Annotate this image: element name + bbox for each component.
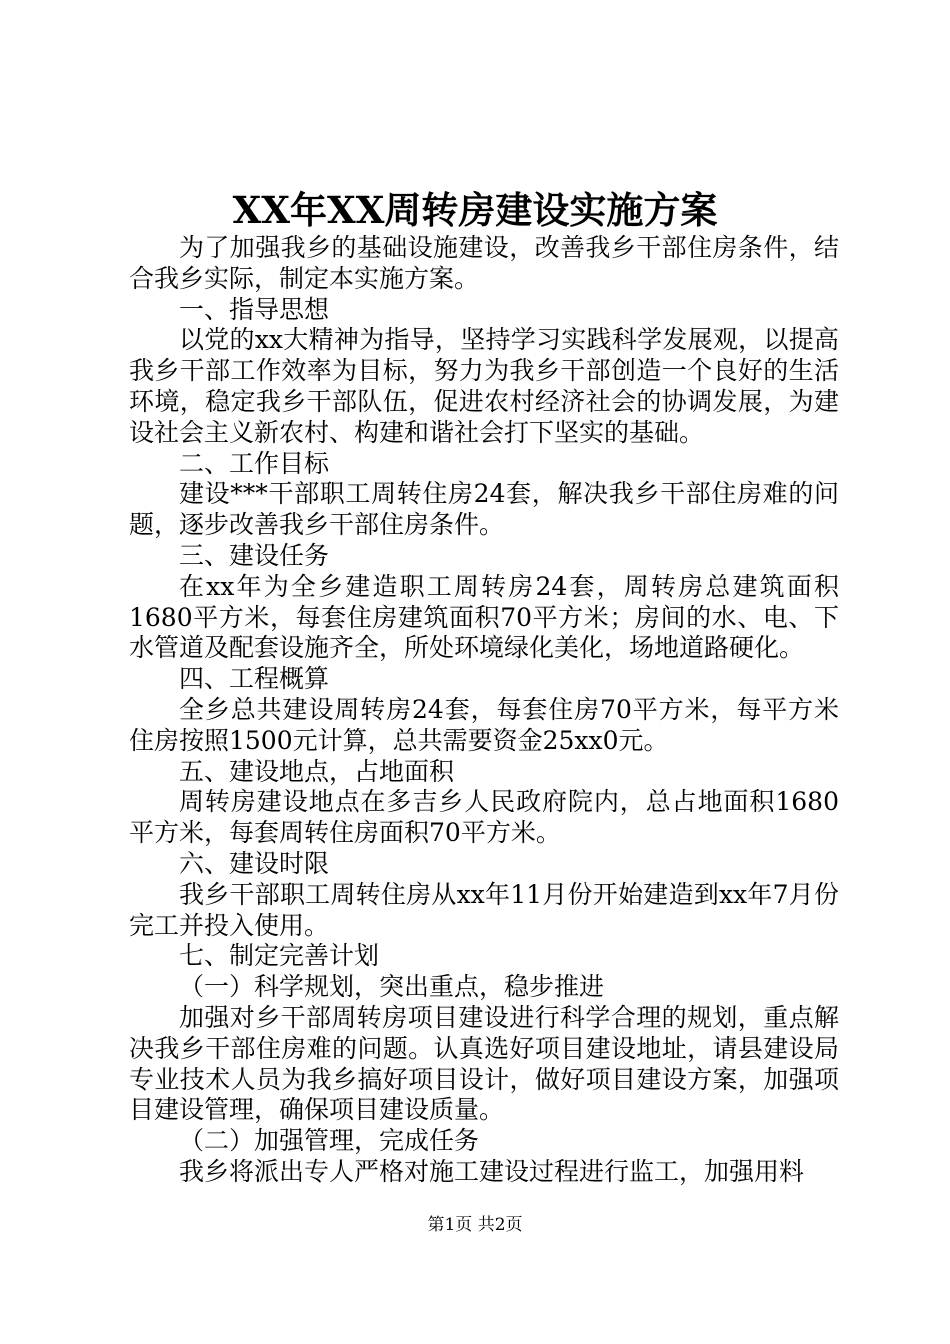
paragraph-budget: 全乡总共建设周转房24套，每套住房70平方米，每平方米住房按照1500元计算，总共需要资金25xx0元。 bbox=[129, 694, 839, 755]
paragraph-work-goal: 建设***干部职工周转住房24套，解决我乡干部住房难的问题，逐步改善我乡干部住房条件。 bbox=[129, 479, 839, 540]
section-heading-construction-task: 三、建设任务 bbox=[179, 540, 330, 570]
subsection-heading-management: （二）加强管理，完成任务 bbox=[179, 1126, 480, 1156]
document-title: XX年XX周转房建设实施方案 bbox=[232, 188, 718, 232]
section-heading-location: 五、建设地点，占地面积 bbox=[179, 756, 455, 786]
paragraph-timeline: 我乡干部职工周转住房从xx年11月份开始建造到xx年7月份完工并投入使用。 bbox=[129, 879, 839, 940]
section-heading-plan: 七、制定完善计划 bbox=[179, 941, 380, 971]
section-heading-work-goal: 二、工作目标 bbox=[179, 448, 330, 478]
section-heading-guiding-ideology: 一、指导思想 bbox=[179, 294, 330, 324]
paragraph-guiding-ideology: 以党的xx大精神为指导，坚持学习实践科学发展观，以提高我乡干部工作效率为目标，努力为我乡干部创造一个良好的生活环境，稳定我乡干部队伍，促进农村经济社会的协调发展，为建设社会主义新农村、构建和谐社会打下坚实的基础。 bbox=[129, 325, 839, 447]
paragraph-management: 我乡将派出专人严格对施工建设过程进行监工，加强用料 bbox=[179, 1156, 805, 1186]
document-body bbox=[129, 233, 839, 1188]
paragraph-construction-task: 在xx年为全乡建造职工周转房24套，周转房总建筑面积1680平方米，每套住房建筑面积70平方米；房间的水、电、下水管道及配套设施齐全，所处环境绿化美化，场地道路硬化。 bbox=[129, 571, 839, 663]
section-heading-budget: 四、工程概算 bbox=[179, 664, 330, 694]
section-heading-timeline: 六、建设时限 bbox=[179, 848, 330, 878]
subsection-heading-planning: （一）科学规划，突出重点，稳步推进 bbox=[179, 972, 605, 1002]
paragraph-location: 周转房建设地点在多吉乡人民政府院内，总占地面积1680平方米，每套周转住房面积70平方米。 bbox=[129, 787, 839, 848]
page-footer: 第1页 共2页 bbox=[427, 1215, 523, 1235]
paragraph-planning: 加强对乡干部周转房项目建设进行科学合理的规划，重点解决我乡干部住房难的问题。认真选好项目建设地址，请县建设局专业技术人员为我乡搞好项目设计，做好项目建设方案，加强项目建设管理，确保项目建设质量。 bbox=[129, 1002, 839, 1125]
paragraph-intro: 为了加强我乡的基础设施建设，改善我乡干部住房条件，结合我乡实际，制定本实施方案。 bbox=[129, 233, 839, 293]
